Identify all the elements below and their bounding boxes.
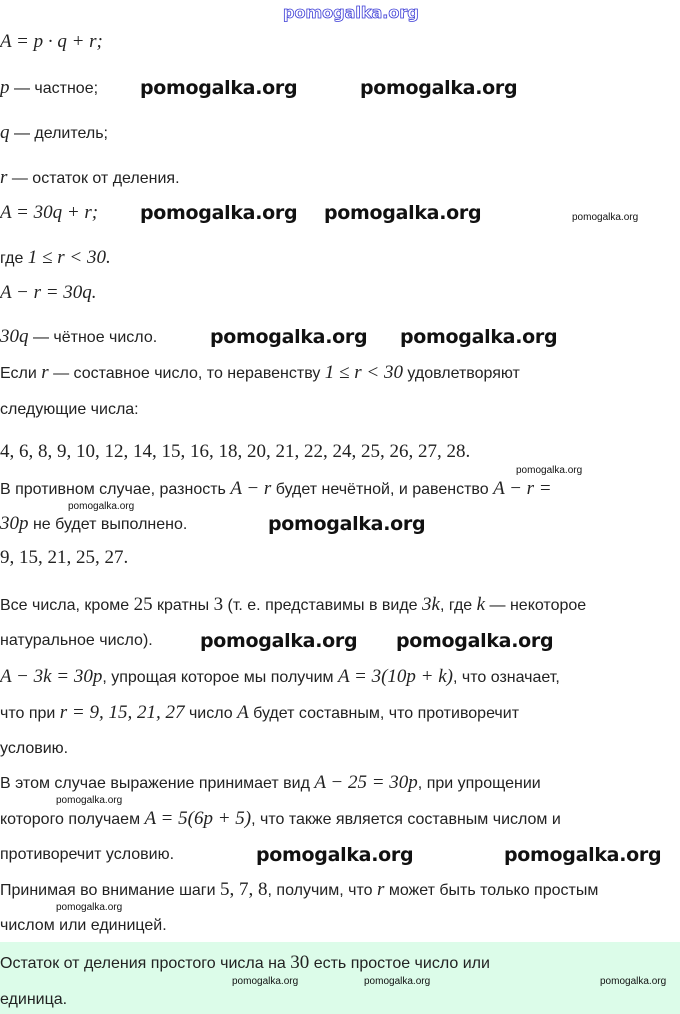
math-expression: A = 5(6p + 5) [144,808,252,829]
text-segment: — чётное число. [28,329,158,346]
math-expression: 30p [0,513,29,534]
math-expression: 3k [422,594,440,615]
math-expression: A = 30q + r; [0,202,99,223]
math-expression: 9, 15, 21, 25, 27. [0,547,129,568]
text-line [0,77,98,100]
text-segment: не будет выполнено. [28,516,188,533]
watermark: pomogalka.org [516,465,583,476]
math-expression: 5, 7, 8 [220,879,268,900]
text-line [0,594,586,617]
watermark: pomogalka.org [283,3,419,22]
text-line [0,326,157,349]
watermark: pomogalka.org [396,630,554,652]
text-segment: будет нечётной, и равенство [271,481,494,498]
math-expression: p [0,77,10,98]
math-expression: A [237,702,249,723]
math-expression: 3 [213,594,224,615]
watermark: pomogalka.org [572,212,639,223]
text-segment: В этом случае выражение принимает вид [0,775,315,792]
text-segment: — остаток от деления. [7,170,180,187]
text-line [0,915,167,937]
math-expression: A = p · q + r; [0,31,103,52]
text-segment: , при упрощении [417,775,541,792]
text-line [0,844,174,866]
math-expression: 1 ≤ r < 30. [27,247,111,268]
text-segment: Принимая во внимание шаги [0,882,221,899]
math-expression: 30 [290,952,310,973]
text-segment: условию. [0,740,69,757]
watermark: pomogalka.org [504,844,662,866]
text-segment: число [184,705,238,722]
text-segment: , упрощая которое мы получим [102,669,338,686]
text-segment: В противном случае, разность [0,481,231,498]
text-line [0,702,519,725]
watermark: pomogalka.org [56,795,123,806]
math-expression: A − 25 = 30p [314,772,418,793]
text-segment: , что также является составным числом и [251,811,561,828]
math-expression: r = 9, 15, 21, 27 [59,702,185,723]
text-segment: — частное; [9,80,99,97]
text-segment: , что означает, [453,669,560,686]
text-line [0,122,108,145]
text-segment: — составное число, то неравенству [48,365,325,382]
text-segment: натуральное число). [0,632,153,649]
text-segment: Если [0,365,42,382]
text-line [0,202,98,225]
text-segment: числом или единицей. [0,917,167,934]
text-line [0,879,598,902]
text-line [0,399,139,421]
text-segment: что при [0,705,60,722]
text-segment: есть простое число или [309,955,490,972]
math-expression: 4, 6, 8, 9, 10, 12, 14, 15, 16, 18, 20, 21, 22, 24, 25, 26, 27, 28. [0,441,471,462]
text-segment: кратны [152,597,214,614]
text-line [0,362,520,385]
text-segment: которого получаем [0,811,145,828]
text-segment: Остаток от деления простого числа на [0,955,291,972]
watermark: pomogalka.org [232,976,299,987]
math-expression: k [476,594,486,615]
math-expression: 1 ≤ r < 30 [324,362,403,383]
math-expression: 25 [133,594,153,615]
text-line [0,167,180,190]
math-expression: 30q [0,326,29,347]
math-expression: A − r = [493,478,552,499]
text-segment: следующие числа: [0,401,139,418]
text-segment: будет составным, что противоречит [248,705,520,722]
math-expression: A − r = 30q. [0,282,97,303]
watermark: pomogalka.org [68,501,135,512]
text-line [0,738,68,760]
math-expression: A − 3k = 30p [0,666,103,687]
watermark: pomogalka.org [360,77,518,99]
text-line [0,247,111,270]
watermark: pomogalka.org [600,976,667,987]
answer-line [0,989,67,1011]
text-line [0,547,128,570]
answer-line [0,952,490,975]
text-line [0,478,552,501]
text-segment: единица. [0,991,68,1008]
watermark: pomogalka.org [256,844,414,866]
watermark: pomogalka.org [200,630,358,652]
math-expression: A − r [230,478,272,499]
watermark: pomogalka.org [210,326,368,348]
text-line [0,31,103,54]
math-expression: A = 3(10p + k) [338,666,453,687]
text-line [0,666,560,689]
watermark: pomogalka.org [140,77,298,99]
watermark: pomogalka.org [324,202,482,224]
math-expression: q [0,122,10,143]
watermark: pomogalka.org [364,976,431,987]
math-expression: r [0,167,8,188]
text-segment: , получим, что [267,882,377,899]
watermark: pomogalka.org [268,513,426,535]
text-segment: , где [439,597,477,614]
text-segment: Все числа, кроме [0,597,134,614]
text-line [0,282,97,305]
text-segment: где [0,250,28,267]
text-segment: — некоторое [485,597,587,614]
watermark: pomogalka.org [400,326,558,348]
text-segment: — делитель; [9,125,108,142]
watermark: pomogalka.org [56,902,123,913]
math-expression: r [376,879,385,900]
text-line [0,808,561,831]
text-line [0,513,187,536]
text-line [0,772,541,795]
text-segment: может быть только простым [384,882,599,899]
watermark: pomogalka.org [140,202,298,224]
text-line [0,441,470,464]
text-segment: (т. е. представимы в виде [223,597,423,614]
text-segment: противоречит условию. [0,846,175,863]
math-expression: r [41,362,49,383]
text-line [0,630,153,652]
text-segment: удовлетворяют [402,365,520,382]
